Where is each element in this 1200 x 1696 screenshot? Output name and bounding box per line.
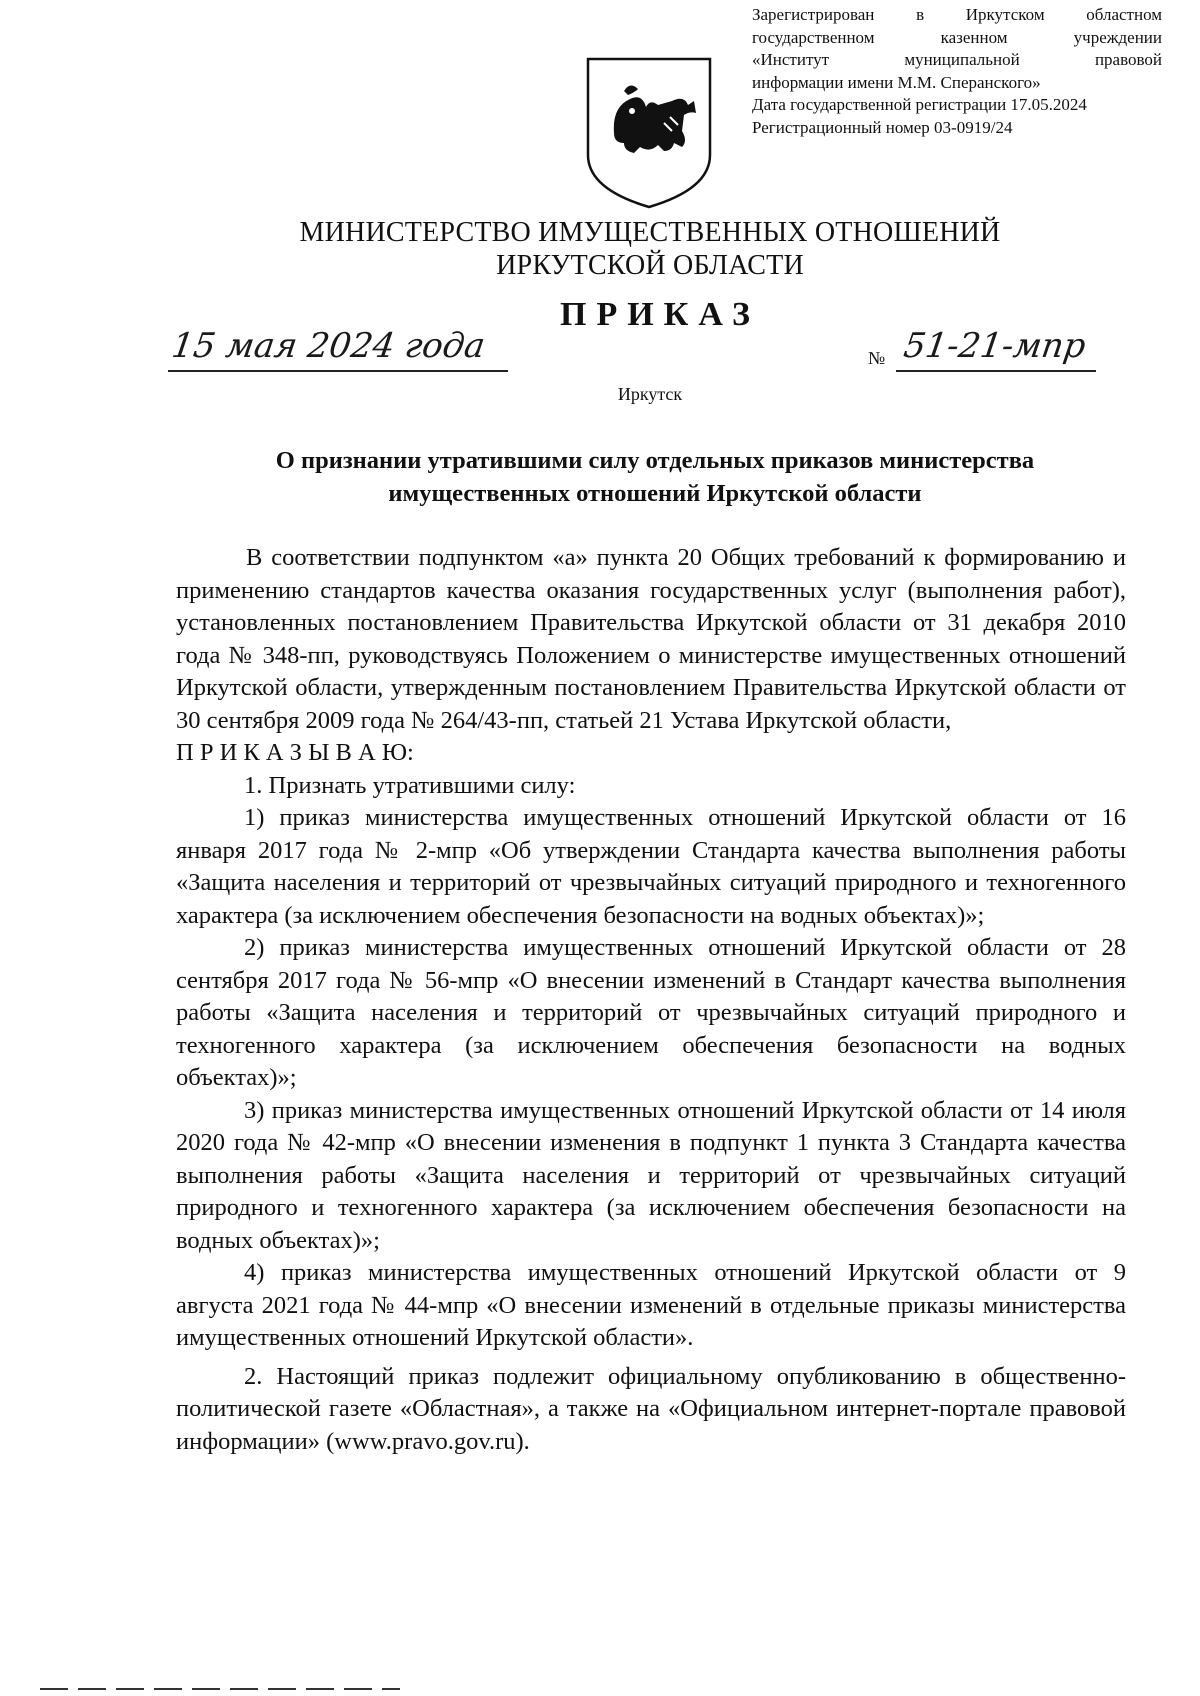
date-underline bbox=[168, 370, 508, 372]
subitem-3: 3) приказ министерства имущественных отношений Иркутской области от 14 июля 2020 года № 42-мпр «О внесении изменения в подпункт 1 пункта 3 Стандарта качества выполнения работы «Защита населения и территорий от чрезвычайных ситуаций природного и техногенного характера (за исключением обеспечения безопасности на водных объектах)»; bbox=[176, 1096, 1126, 1254]
registration-line: Зарегистрирован в Иркутском областном bbox=[752, 5, 1162, 24]
coat-of-arms-icon bbox=[584, 55, 714, 211]
registration-line: государственном казенном учреждении bbox=[752, 27, 1162, 47]
ministry-line: МИНИСТЕРСТВО ИМУЩЕСТВЕННЫХ ОТНОШЕНИЙ bbox=[299, 217, 1001, 248]
number-label: № bbox=[868, 348, 886, 368]
subject-line: О признании утратившими силу отдельных приказов министерства bbox=[275, 447, 1035, 474]
ministry-line: ИРКУТСКОЙ ОБЛАСТИ bbox=[496, 250, 804, 281]
subitem-1: 1) приказ министерства имущественных отношений Иркутской области от 16 января 2017 года № 2-мпр «Об утверждении Стандарта качества выполнения работы «Защита населения и территорий от чрезвычайных ситуаций природного и техногенного характера (за исключением обеспечения безопасности на водных объектах)»; bbox=[176, 804, 1126, 929]
registration-number: Регистрационный номер 03-0919/24 bbox=[752, 117, 1013, 137]
order-subject bbox=[175, 444, 1135, 510]
footer-dashes bbox=[40, 1688, 400, 1690]
registration-line: «Институт муниципальной правовой bbox=[752, 50, 1162, 69]
item-1: 1. Признать утратившими силу: bbox=[244, 771, 576, 799]
registration-date: Дата государственной регистрации 17.05.2024 bbox=[752, 95, 1087, 114]
handwritten-date: 15 мая 2024 года bbox=[169, 326, 488, 366]
registration-line: информации имени М.М. Сперанского» bbox=[752, 72, 1041, 92]
order-title: ПРИКАЗ bbox=[560, 296, 760, 333]
registration-stamp bbox=[752, 4, 1162, 139]
city: Иркутск bbox=[617, 384, 683, 404]
ministry-name bbox=[0, 216, 1200, 282]
order-body bbox=[176, 542, 1126, 1458]
item-2: 2. Настоящий приказ подлежит официальному опубликованию в общественно-политической газете «Областная», а также на «Официальном интернет-портале правовой информации» (www.pravo.gov.ru). bbox=[176, 1362, 1126, 1455]
subitem-4: 4) приказ министерства имущественных отношений Иркутской области от 9 августа 2021 года № 44-мпр «О внесении изменений в отдельные приказы министерства имущественных отношений Иркутской области». bbox=[176, 1259, 1126, 1351]
preamble-paragraph: В соответствии подпунктом «а» пункта 20 Общих требований к формированию и применению стандартов качества оказания государственных услуг (выполнения работ), установленных постановлением Правительства Иркутской области от 31 декабря 2010 года № 348-пп, руководствуясь Положением о министерстве имущественных отношений Иркутской области, утвержденным постановлением Правительства Иркутской области от 30 сентября 2009 года № 264/43-пп, статьей 21 Устава Иркутской области, bbox=[176, 544, 1126, 734]
number-underline bbox=[896, 370, 1096, 372]
subject-line: имущественных отношений Иркутской области bbox=[388, 480, 922, 507]
handwritten-number: 51-21-мпр bbox=[901, 326, 1089, 366]
order-word: П Р И К А З Ы В А Ю: bbox=[176, 739, 414, 766]
subitem-2: 2) приказ министерства имущественных отношений Иркутской области от 28 сентября 2017 года № 56-мпр «О внесении изменений в Стандарт качества выполнения работы «Защита населения и территорий от чрезвычайных ситуаций природного и техногенного характера (за исключением обеспечения безопасности на водных объектах)»; bbox=[176, 934, 1126, 1091]
